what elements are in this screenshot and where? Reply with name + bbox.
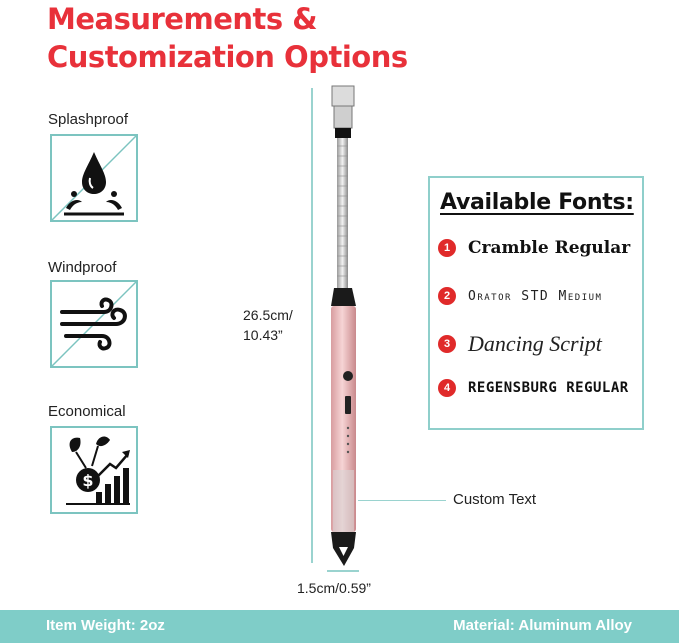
custom-text-label: Custom Text	[453, 491, 537, 508]
feature-label-windproof: Windproof	[48, 259, 117, 276]
font-number-badge: 2	[438, 287, 456, 305]
font-number-badge: 1	[438, 239, 456, 257]
fonts-title: Available Fonts:	[440, 190, 634, 215]
svg-text:$: $	[82, 471, 94, 490]
font-number-badge: 3	[438, 335, 456, 353]
title-line-1: Measurements &	[47, 2, 318, 36]
font-item	[438, 376, 629, 400]
font-item	[438, 236, 630, 260]
available-fonts-panel	[428, 176, 644, 430]
title-line-2: Customization Options	[47, 40, 408, 74]
length-cm: 26.5cm/	[243, 307, 293, 323]
width-dimension-line	[327, 570, 359, 572]
font-item	[438, 332, 602, 356]
footer-bar	[0, 610, 679, 643]
font-name: Cramble Regular	[468, 238, 631, 258]
font-name: Orator STD Medium	[468, 288, 603, 304]
length-in: 10.43”	[243, 327, 283, 343]
width-label: 1.5cm/0.59”	[297, 580, 371, 596]
length-label	[243, 305, 293, 345]
material: Material: Aluminum Alloy	[453, 617, 632, 634]
font-name: Dancing Script	[468, 331, 602, 356]
font-name: REGENSBURG REGULAR	[468, 380, 629, 396]
font-number-badge: 4	[438, 379, 456, 397]
custom-text-callout-line	[358, 500, 446, 501]
item-weight: Item Weight: 2oz	[46, 617, 165, 634]
feature-label-economical: Economical	[48, 403, 126, 420]
feature-label-splashproof: Splashproof	[48, 111, 129, 128]
font-item	[438, 284, 602, 308]
length-dimension-line	[311, 88, 313, 563]
